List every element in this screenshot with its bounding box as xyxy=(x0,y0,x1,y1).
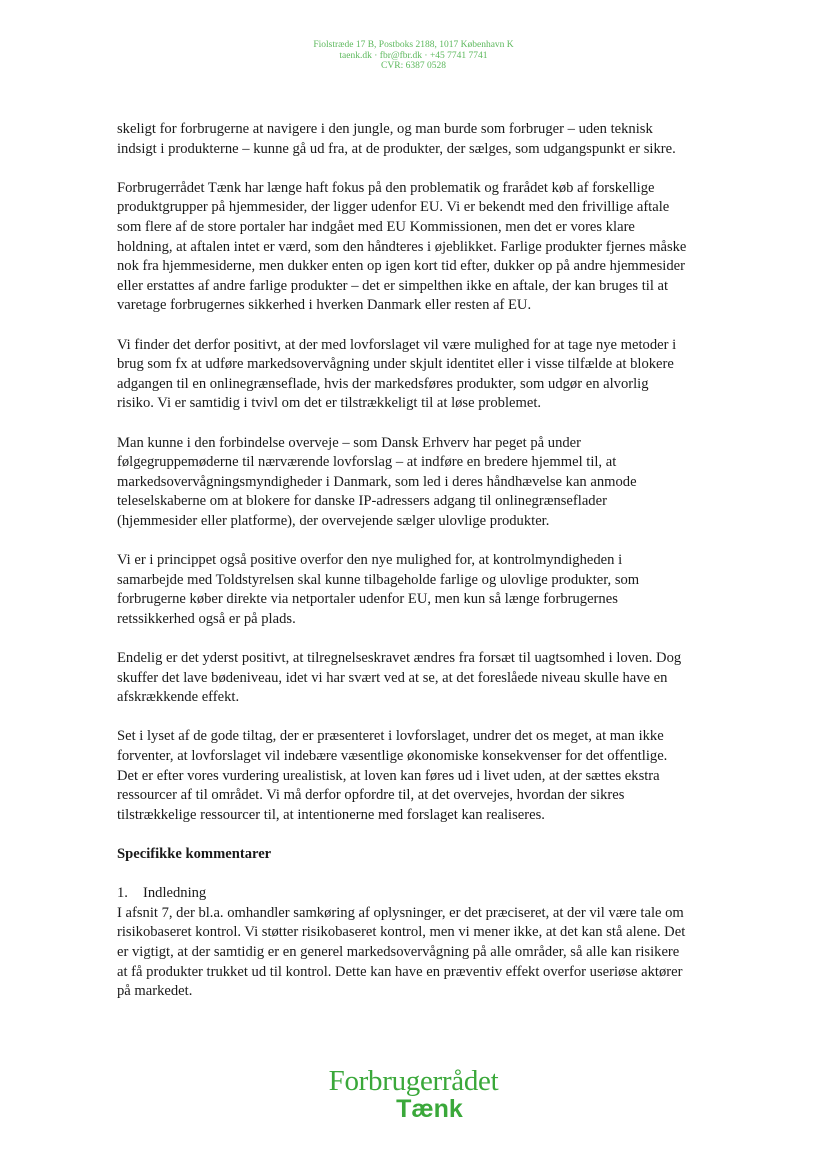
header-address: Fiolstræde 17 B, Postboks 2188, 1017 København K xyxy=(313,40,514,50)
document-body xyxy=(117,120,689,1002)
logo-line-1: Forbrugerrådet xyxy=(328,1065,499,1097)
list-item-title: Indledning xyxy=(143,885,207,902)
list-item-paragraph: I afsnit 7, der bl.a. omhandler samkøring af oplysninger, er det præciseret, at der vil være tale om risikobaseret kontrol. Vi støtter risikobaseret kontrol, men vi mener ikke, at det kan stå alene. Det er vigtigt, at der samtidig er en generel markedsovervågning på alle områder, så alle kan risikere at få produkter trukket ud til kontrol. Dette kan have en præventiv effekt overfor useriøse aktører på markedet. xyxy=(117,904,686,1000)
paragraph: skeligt for forbrugerne at navigere i den jungle, og man burde som forbruger – uden teknisk indsigt i produkterne – kunne gå ud fra, at de produkter, der sælges, som udgangspunkt er sikre. xyxy=(117,121,676,157)
list-item xyxy=(117,884,689,904)
list-item-number: 1. xyxy=(117,885,128,902)
paragraph: Set i lyset af de gode tiltag, der er præsenteret i lovforslaget, undrer det os meget, at man ikke forventer, at lovforslaget vil indebære væsentlige økonomiske konsekvenser for det offentlige. Det er efter vores vurdering urealistisk, at loven kan føres ud i livet uden, at der sættes ekstra ressourcer af til området. Vi må derfor opfordre til, at det overvejes, hvordan der sikres tilstrækkelige ressourcer til, at intentionerne med forslaget kan realiseres. xyxy=(117,728,668,823)
paragraph: Vi finder det derfor positivt, at der med lovforslaget vil være mulighed for at tage nye metoder i brug som fx at udføre markedsovervågning under skjult identitet eller i visse tilfælde at blokere adgangen til en onlinegrænseflade, hvis der markedsføres produkter, som udgør en alvorlig risiko. Vi er samtidig i tvivl om det er tilstrækkeligt til at løse problemet. xyxy=(117,336,677,412)
header-contact: taenk.dk · fbr@fbr.dk · +45 7741 7741 xyxy=(339,50,488,61)
paragraph: Vi er i princippet også positive overfor den nye mulighed for, at kontrolmyndigheden i samarbejde med Toldstyrelsen skal kunne tilbageholde farlige og ulovlige produkter, som forbrugerne køber direkte via netportaler udenfor EU, men kun så længe forbrugernes retssikkerhed også er på plads. xyxy=(117,552,640,627)
paragraph: Forbrugerrådet Tænk har længe haft fokus på den problematik og frarådet køb af forskellige produktgrupper på hjemmesider, der ligger udenfor EU. Vi er bekendt med den frivillige aftale som flere af de store portaler har indgået med EU Kommissionen, men det er vores klare holdning, at aftalen intet er værd, som den håndteres i øjeblikket. Farlige produkter fjernes måske nok fra hjemmesiderne, men dukker enten op igen kort tid efter, dukker op på andre hjemmesider eller erstattes af andre farlige produkter – det er simpelthen ikke en aftale, der kan bruges til at varetage forbrugernes sikkerhed i hverken Danmark eller resten af EU. xyxy=(117,179,687,314)
logo-line-2: Tænk xyxy=(396,1095,463,1123)
letterhead xyxy=(0,40,827,72)
paragraph: Man kunne i den forbindelse overveje – som Dansk Erhverv har peget på under følgegruppemøderne til nærværende lovforslag – at indføre en bredere hjemmel til, at markedsovervågningsmyndigheder i Danmark, som led i deres håndhævelse kan anmode teleselskaberne om at blokere for danske IP-adressers adgang til onlinegrænseflader (hjemmesider eller platforme), der overvejende sælger ulovlige produkter. xyxy=(117,434,637,529)
paragraph: Endelig er det yderst positivt, at tilregnelseskravet ændres fra forsæt til uagtsomhed i loven. Dog skuffer det lave bødeniveau, idet vi har svært ved at se, at det foreslåede niveau skulle have en afskrækkende effekt. xyxy=(117,650,682,706)
section-heading: Specifikke kommentarer xyxy=(117,845,272,862)
brand-logo xyxy=(0,1066,827,1122)
header-cvr: CVR: 6387 0528 xyxy=(381,61,446,71)
